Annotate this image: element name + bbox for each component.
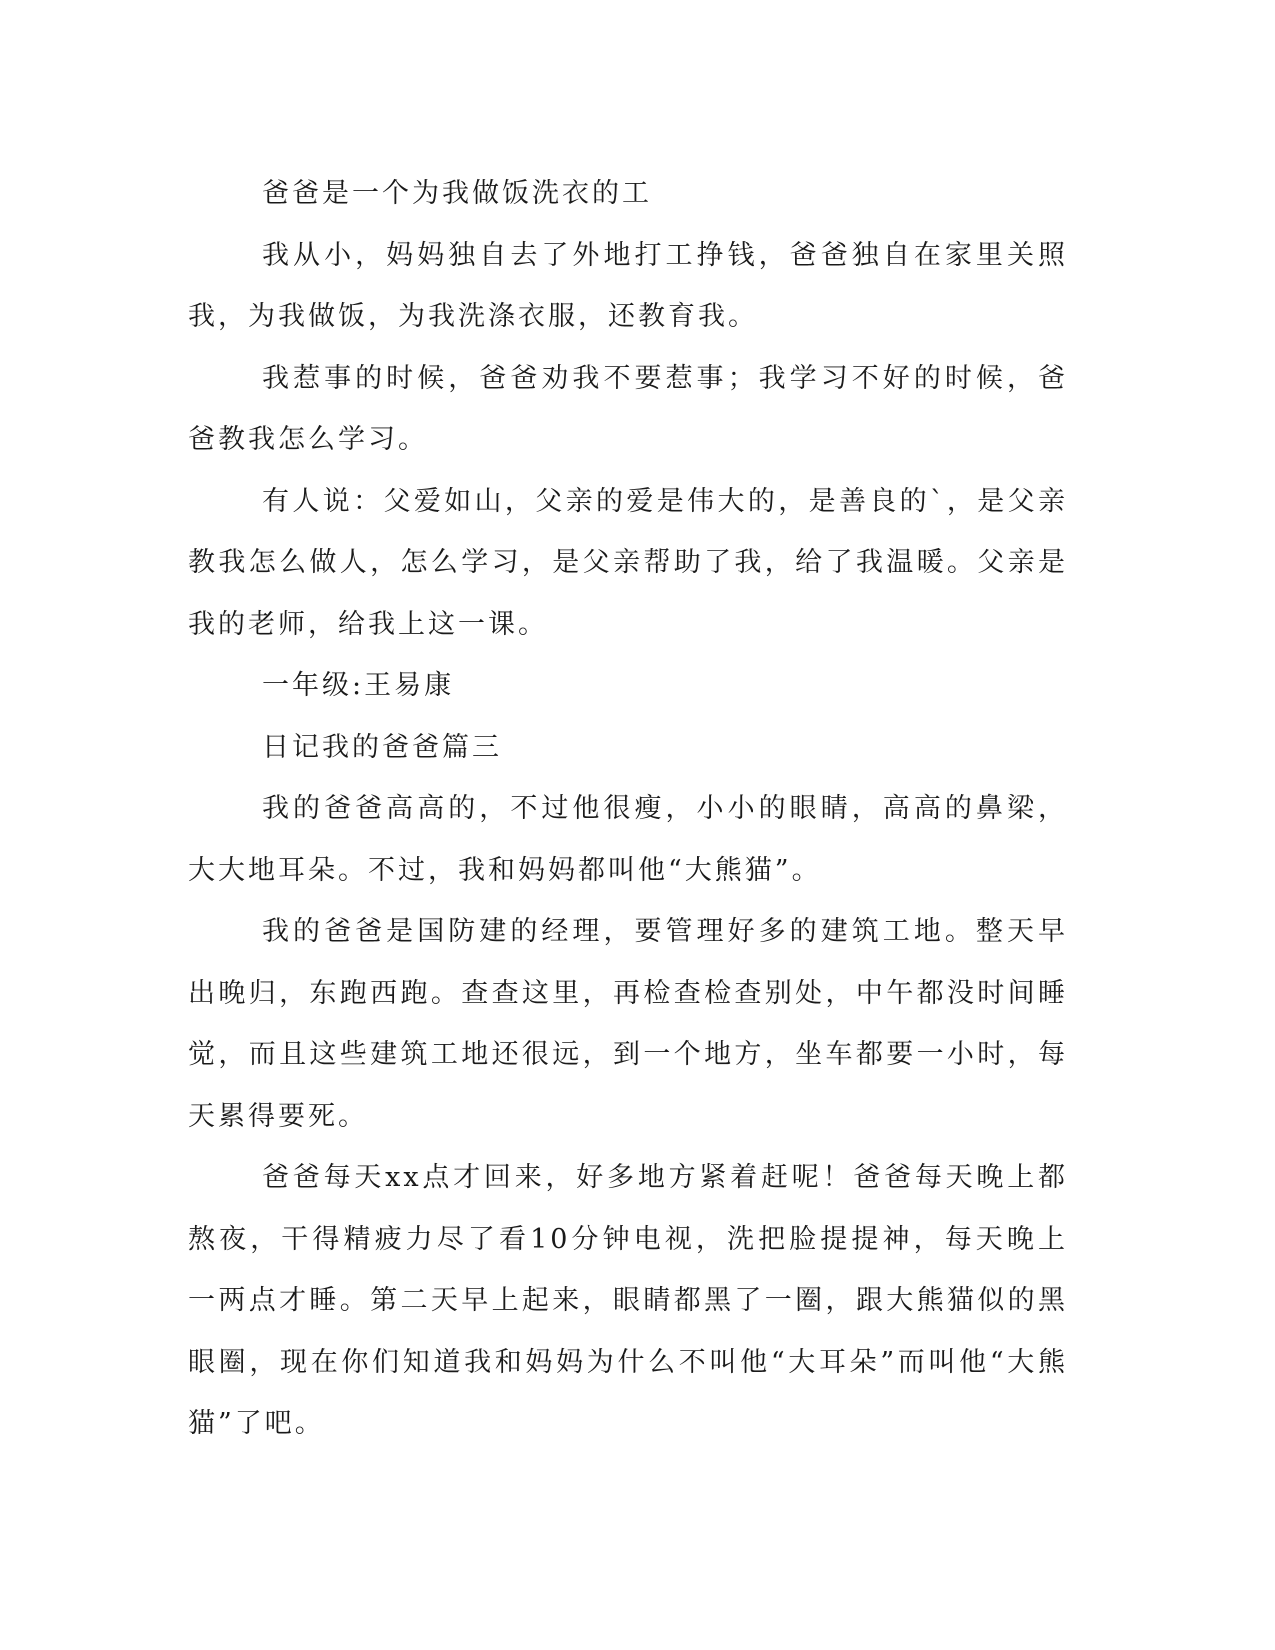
document-body bbox=[188, 163, 1068, 1455]
paragraph: 我的爸爸是国防建的经理，要管理好多的建筑工地。整天早出晚归，东跑西跑。查查这里，再检查检查别处，中午都没时间睡觉，而且这些建筑工地还很远，到一个地方，坐车都要一小时，每天累得要死。 bbox=[188, 916, 1068, 1132]
paragraph-title-line: 爸爸是一个为我做饭洗衣的工 bbox=[262, 178, 652, 209]
paragraph: 我的爸爸高高的，不过他很瘦，小小的眼睛，高高的鼻梁，大大地耳朵。不过，我和妈妈都叫他“大熊猫”。 bbox=[188, 793, 1068, 886]
paragraph: 有人说：父爱如山，父亲的爱是伟大的，是善良的`，是父亲教我怎么做人，怎么学习，是父亲帮助了我，给了我温暖。父亲是我的老师，给我上这一课。 bbox=[188, 485, 1068, 640]
paragraph: 爸爸每天xx点才回来，好多地方紧着赶呢！爸爸每天晚上都熬夜，干得精疲力尽了看10分钟电视，洗把脸提提神，每天晚上一两点才睡。第二天早上起来，眼睛都黑了一圈，跟大熊猫似的黑眼圈，现在你们知道我和妈妈为什么不叫他“大耳朵”而叫他“大熊猫”了吧。 bbox=[188, 1162, 1068, 1439]
paragraph: 我惹事的时候，爸爸劝我不要惹事；我学习不好的时候，爸爸教我怎么学习。 bbox=[188, 362, 1068, 455]
section-heading: 日记我的爸爸篇三 bbox=[262, 731, 502, 763]
paragraph: 我从小，妈妈独自去了外地打工挣钱，爸爸独自在家里关照我，为我做饭，为我洗涤衣服，还教育我。 bbox=[188, 239, 1068, 332]
author-line: 一年级:王易康 bbox=[262, 670, 455, 701]
